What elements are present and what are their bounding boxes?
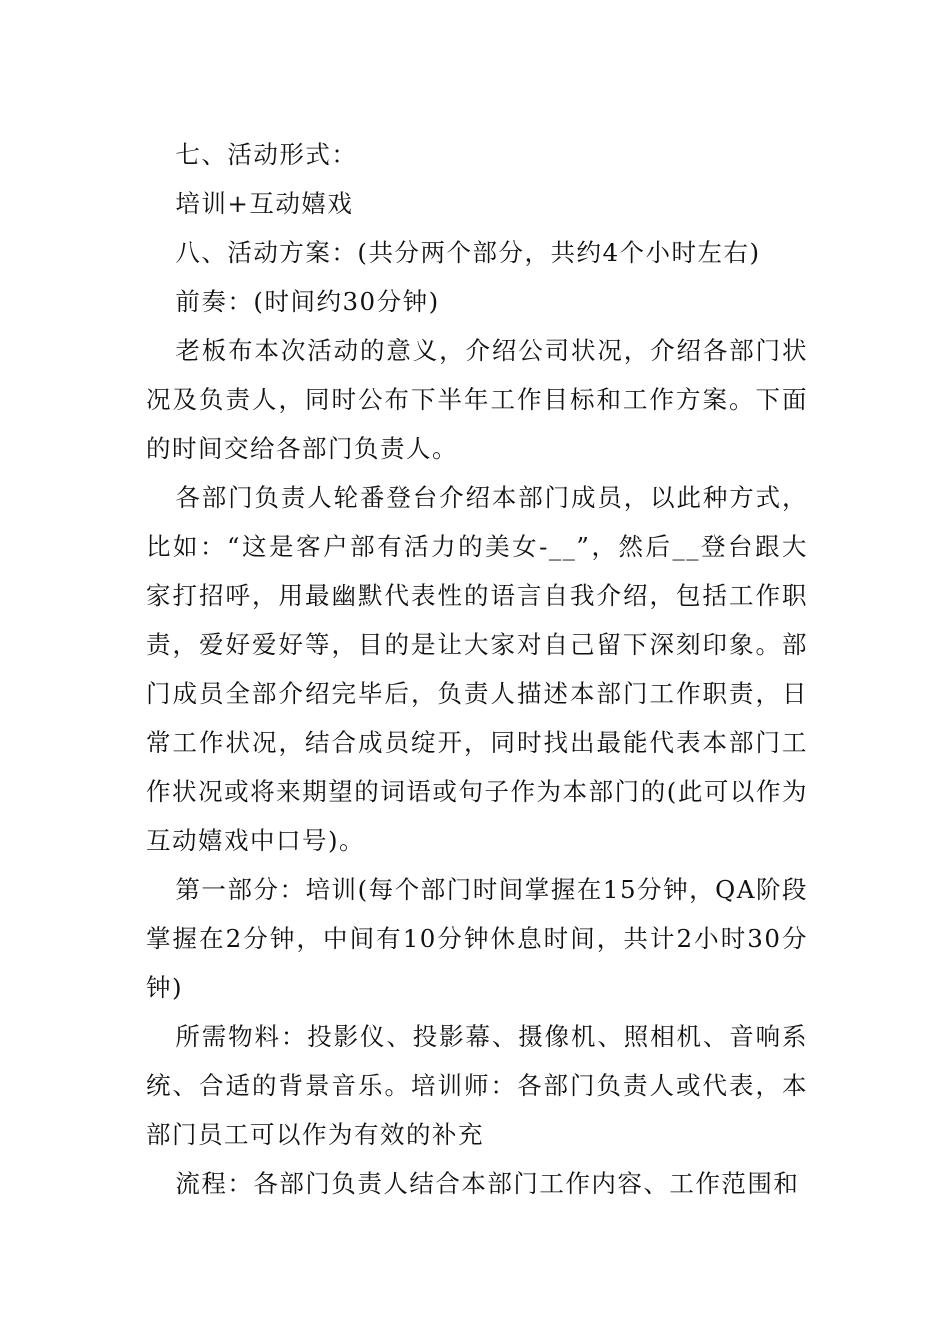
prelude-heading: 前奏：(时间约30分钟) <box>175 287 440 316</box>
section-heading-activity-form: 七、活动形式： <box>175 140 358 169</box>
activity-form-text: 培训+互动嬉戏 <box>175 189 354 218</box>
document-body <box>146 130 808 1208</box>
paragraph-department-introduction: 各部门负责人轮番登台介绍本部门成员，以此种方式，比如：“这是客户部有活力的美女-__”，然后__登台跟大家打招呼，用最幽默代表性的语言自我介绍，包括工作职责，爱好爱好等，目的是让大家对自己留下深刻印象。部门成员全部介绍完毕后，负责人描述本部门工作职责，日常工作状况，结合成员绽开，同时找出最能代表本部门工作状况或将来期望的词语或句子作为本部门的(此可以作为互动嬉戏中口号)。 <box>146 483 808 855</box>
paragraph-boss-introduction: 老板布本次活动的意义，介绍公司状况，介绍各部门状况及负责人，同时公布下半年工作目标和工作方案。下面的时间交给各部门负责人。 <box>146 336 808 463</box>
section-heading-activity-plan: 八、活动方案：(共分两个部分，共约4个小时左右) <box>175 238 761 267</box>
part-one-training-heading: 第一部分：培训(每个部门时间掌握在15分钟，QA阶段掌握在2分钟，中间有10分钟休息时间，共计2小时30分钟) <box>146 875 808 1002</box>
paragraph-process: 流程：各部门负责人结合本部门工作内容、工作范围和 <box>175 1169 800 1198</box>
paragraph-materials: 所需物料：投影仪、投影幕、摄像机、照相机、音响系统、合适的背景音乐。培训师：各部门负责人或代表，本部门员工可以作为有效的补充 <box>146 1022 808 1149</box>
